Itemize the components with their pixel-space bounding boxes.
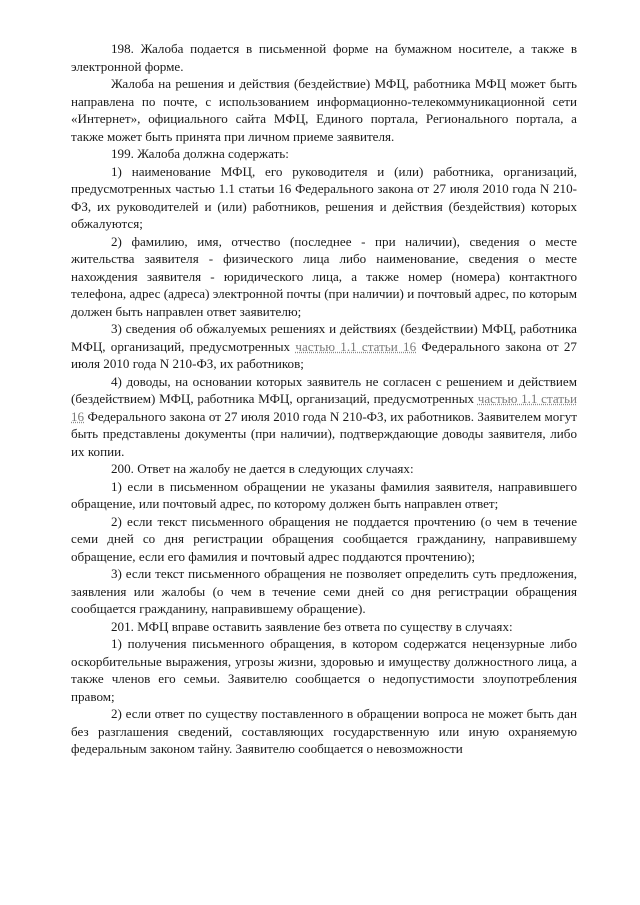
paragraph-complaint-channels: Жалоба на решения и действия (бездействие) МФЦ, работника МФЦ может быть направлена по почте, с использованием информационно-телекоммуникационной сети «Интернет», официального сайта МФЦ, Единого портала, Регионального портала, а также может быть принята при личном приеме заявителя. (71, 76, 577, 144)
paragraph-200-item-2: 2) если текст письменного обращения не поддается прочтению (о чем в течение семи дней со дня регистрации обращения сообщается гражданину, направившему обращение, если его фамилия и почтовый адрес поддаются прочтению); (71, 513, 577, 564)
paragraph-200: 200. Ответ на жалобу не дается в следующих случаях: (111, 461, 414, 476)
law-reference-link[interactable]: частью 1.1 статьи 16 (71, 391, 578, 424)
document-body (71, 40, 577, 758)
paragraph-199: 199. Жалоба должна содержать: (111, 146, 289, 161)
paragraph-201-item-1: 1) получения письменного обращения, в котором содержатся нецензурные либо оскорбительные выражения, угрозы жизни, здоровью и имуществу должностного лица, а также членов его семьи. Заявителю сообщается о недопустимости злоупотребления правом; (71, 636, 577, 704)
paragraph-201-item-2: 2) если ответ по существу поставленного в обращении вопроса не может быть дан без разглашения сведений, составляющих государственную или иную охраняемую федеральным законом тайну. Заявителю сообщается о невозможности (71, 706, 577, 756)
paragraph-199-item-1: 1) наименование МФЦ, его руководителя и (или) работника, организаций, предусмотренных частью 1.1 статьи 16 Федерального закона от 27 июля 2010 года N 210-ФЗ, их руководителей и (или) работников, решения и действия (бездействия) которых обжалуются; (71, 163, 577, 231)
text-segment: Федерального закона от 27 июля 2010 года N 210-ФЗ, их работников; (71, 338, 577, 371)
law-reference-link[interactable]: частью 1.1 статьи 16 (295, 338, 417, 354)
text-segment: Федерального закона от 27 июля 2010 года N 210-ФЗ, их работников. Заявителем могут быть представлены документы (при наличии), подтверждающие доводы заявителя, либо их копии. (71, 408, 577, 459)
paragraph-199-item-4 (71, 373, 577, 461)
paragraph-201: 201. МФЦ вправе оставить заявление без ответа по существу в случаях: (111, 618, 513, 634)
text-segment: 4) доводы, на основании которых заявитель не согласен с решением и действием (бездействием) МФЦ, работника МФЦ, организаций, предусмотренных (71, 373, 577, 406)
paragraph-200-item-3: 3) если текст письменного обращения не позволяет определить суть предложения, заявления или жалобы (о чем в течение семи дней со дня регистрации обращения сообщается гражданину, направившему обращение). (71, 566, 577, 616)
paragraph-198: 198. Жалоба подается в письменной форме на бумажном носителе, а также в электронной форме. (71, 41, 577, 74)
paragraph-200-item-1: 1) если в письменном обращении не указаны фамилия заявителя, направившего обращение, или почтовый адрес, по которому должен быть направлен ответ; (71, 478, 577, 511)
paragraph-199-item-3 (71, 320, 577, 373)
paragraph-199-item-2: 2) фамилию, имя, отчество (последнее - при наличии), сведения о месте жительства заявителя - физического лица либо наименование, сведения о месте нахождения заявителя - юридического лица, а также номер (номера) контактного телефона, адрес (адреса) электронной почты (при наличии) и почтовый адрес, по которым должен быть направлен ответ заявителю; (71, 233, 577, 319)
text-segment: 3) сведения об обжалуемых решениях и действиях (бездействии) МФЦ, работника МФЦ, организаций, предусмотренных (71, 321, 577, 354)
